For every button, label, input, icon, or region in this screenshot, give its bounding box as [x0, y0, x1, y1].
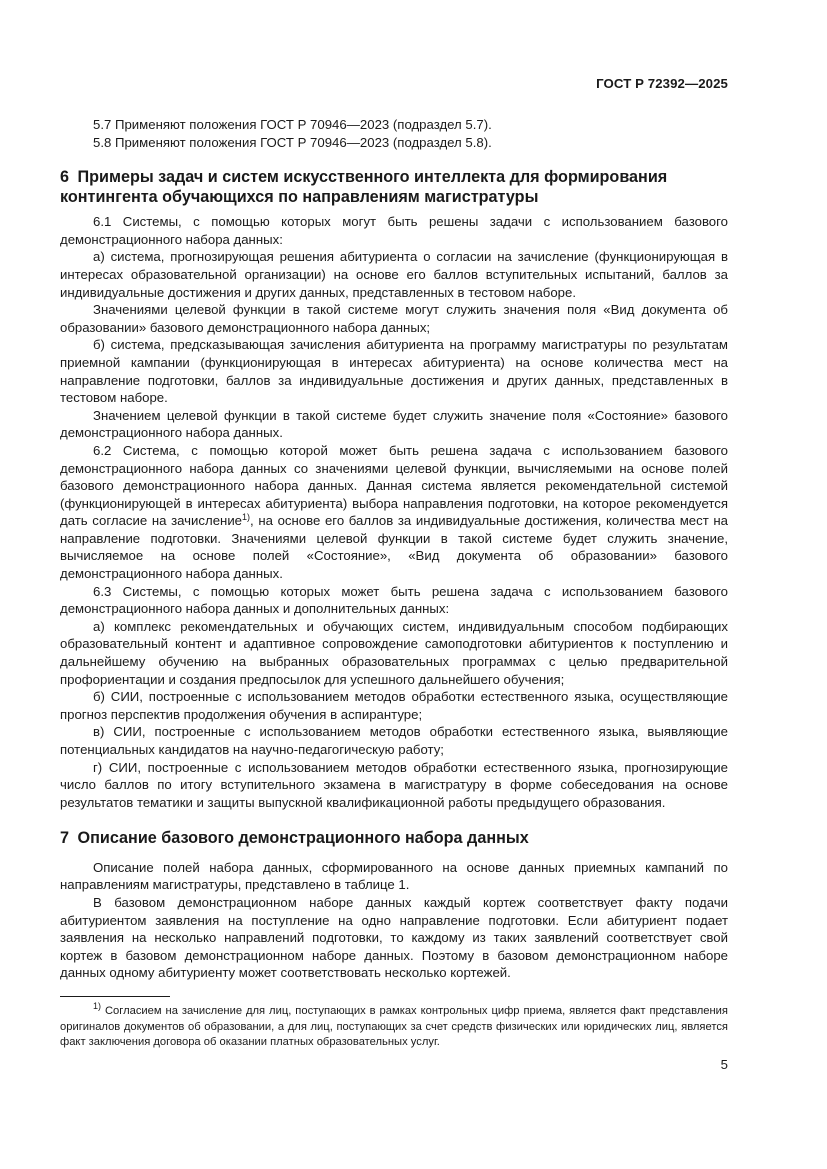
- footnote-reference[interactable]: 1): [242, 512, 251, 523]
- clause-6-1-b: б) система, предсказывающая зачисления абитуриента на программу магистратуры по результатам приемной кампании (функционирующая в интересах абитуриента) на основе количества мест на направление подготовки, баллов за индивидуальные достижения и других данных, представленных в тестовом наборе.: [60, 337, 728, 406]
- clause-6-3: 6.3 Системы, с помощью которых может быть решена задача с использованием базового демонстрационного набора данных и дополнительных данных:: [60, 583, 728, 617]
- clause-6-3-d: г) СИИ, построенные с использованием методов обработки естественного языка, прогнозирующие число баллов по итогу вступительного экзамена в магистратуру в форме собеседования на основе результатов тематики и защиты выпускной квалификационной работы предыдущего образования.: [60, 759, 728, 810]
- clause-6-3-c: в) СИИ, построенные с использованием методов обработки естественного языка, выявляющие потенциальных кандидатов на научно-педагогическую работу;: [60, 724, 728, 757]
- section-7-number: 7: [60, 829, 70, 848]
- footnote-divider: [60, 996, 170, 997]
- clause-6-1-a: а) система, прогнозирующая решения абитуриента о согласии на зачисление (функционирующая в интересах образовательной организации) на основе его баллов вступительных испытаний, баллов за индивидуальные достижения и других данных, представленных в тестовом наборе.: [60, 249, 728, 300]
- clause-6-1-a-target: Значениями целевой функции в такой системе могут служить значения поля «Вид документа об образовании» базового демонстрационного набора данных;: [60, 302, 728, 335]
- clause-5-7: 5.7 Применяют положения ГОСТ Р 70946—2023 (подраздел 5.7).: [93, 117, 492, 132]
- footnote: [60, 1001, 728, 1051]
- clause-5-8: 5.8 Применяют положения ГОСТ Р 70946—2023 (подраздел 5.8).: [93, 134, 492, 150]
- clause-6-3-a: а) комплекс рекомендательных и обучающих систем, индивидуальным способом подбирающих образовательный контент и адаптивное сопровождение самоподготовки абитуриентов к поступлению и дальнейшему обучению на выбранных образовательных программах с целью предварительной профориентации и создания предпосылок для успешного дальнейшего обучения;: [60, 618, 728, 687]
- clause-6-1-b-target: Значением целевой функции в такой системе будет служить значение поля «Состояние» базового демонстрационного набора данных.: [60, 407, 728, 441]
- section-6-heading: [60, 168, 728, 207]
- clause-6-1: 6.1 Системы, с помощью которых могут быть решены задачи с использованием базового демонстрационного набора данных:: [60, 214, 728, 247]
- clause-6-3-b: б) СИИ, построенные с использованием методов обработки естественного языка, осуществляющие прогноз перспектив продолжения обучения в аспирантуре;: [60, 689, 728, 722]
- clause-6-2-text-end: , на основе его баллов за индивидуальные достижения, количества мест на направление подготовки. Значениями целевой функции в такой системе будет служить значение, вычисляемое на основе полей «Состояние», «Вид документа об образовании» базового демонстрационного набора данных.: [60, 513, 728, 582]
- clause-6-2-text-start: 6.2 Система, с помощью которой может быть решена задача с использованием базового демонстрационного набора данных со значениями целевой функции, вычисляемыми на основе полей базового демонстрационного набора данных. Данная система является рекомендательной системой (функционирующей в интересах абитуриента) выбора направления подготовки, на которое рекомендуется дать согласие на зачисление: [60, 442, 728, 529]
- section-7-paragraph-2: В базовом демонстрационном наборе данных каждый кортеж соответствует факту подачи абитуриентом заявления на поступление на одно направление подготовки. Если абитуриент подает заявления на несколько направлений подготовки, то каждому из таких заявлений соответствует свой кортеж в базовом демонстрационном наборе данных. Поэтому в базовом демонстрационном наборе данных одному абитуриенту может соответствовать несколько кортежей.: [60, 895, 728, 981]
- section-7-title: Описание базового демонстрационного набора данных: [77, 829, 529, 848]
- main-content: [60, 116, 728, 982]
- section-6-title: Примеры задач и систем искусственного интеллекта для формирования контингента обучающихся по направлениям магистратуры: [60, 168, 668, 206]
- section-7-heading: [60, 829, 728, 849]
- clause-6-2: [60, 442, 728, 583]
- section-7-paragraph-1: Описание полей набора данных, сформированного на основе данных приемных кампаний по направлениям магистратуры, представлено в таблице 1.: [60, 859, 728, 893]
- standard-code: ГОСТ Р 72392—2025: [596, 76, 728, 91]
- page-number: 5: [720, 1057, 728, 1072]
- footnote-marker: 1): [93, 1001, 102, 1011]
- section-6-number: 6: [60, 168, 70, 187]
- footnote-text: Согласием на зачисление для лиц, поступающих в рамках контрольных цифр приема, является факт представления оригиналов документов об образовании, а для лиц, поступающих за счет средств физических или юридических лиц, является факт заключения договора об оказании платных образовательных услуг.: [60, 1005, 728, 1048]
